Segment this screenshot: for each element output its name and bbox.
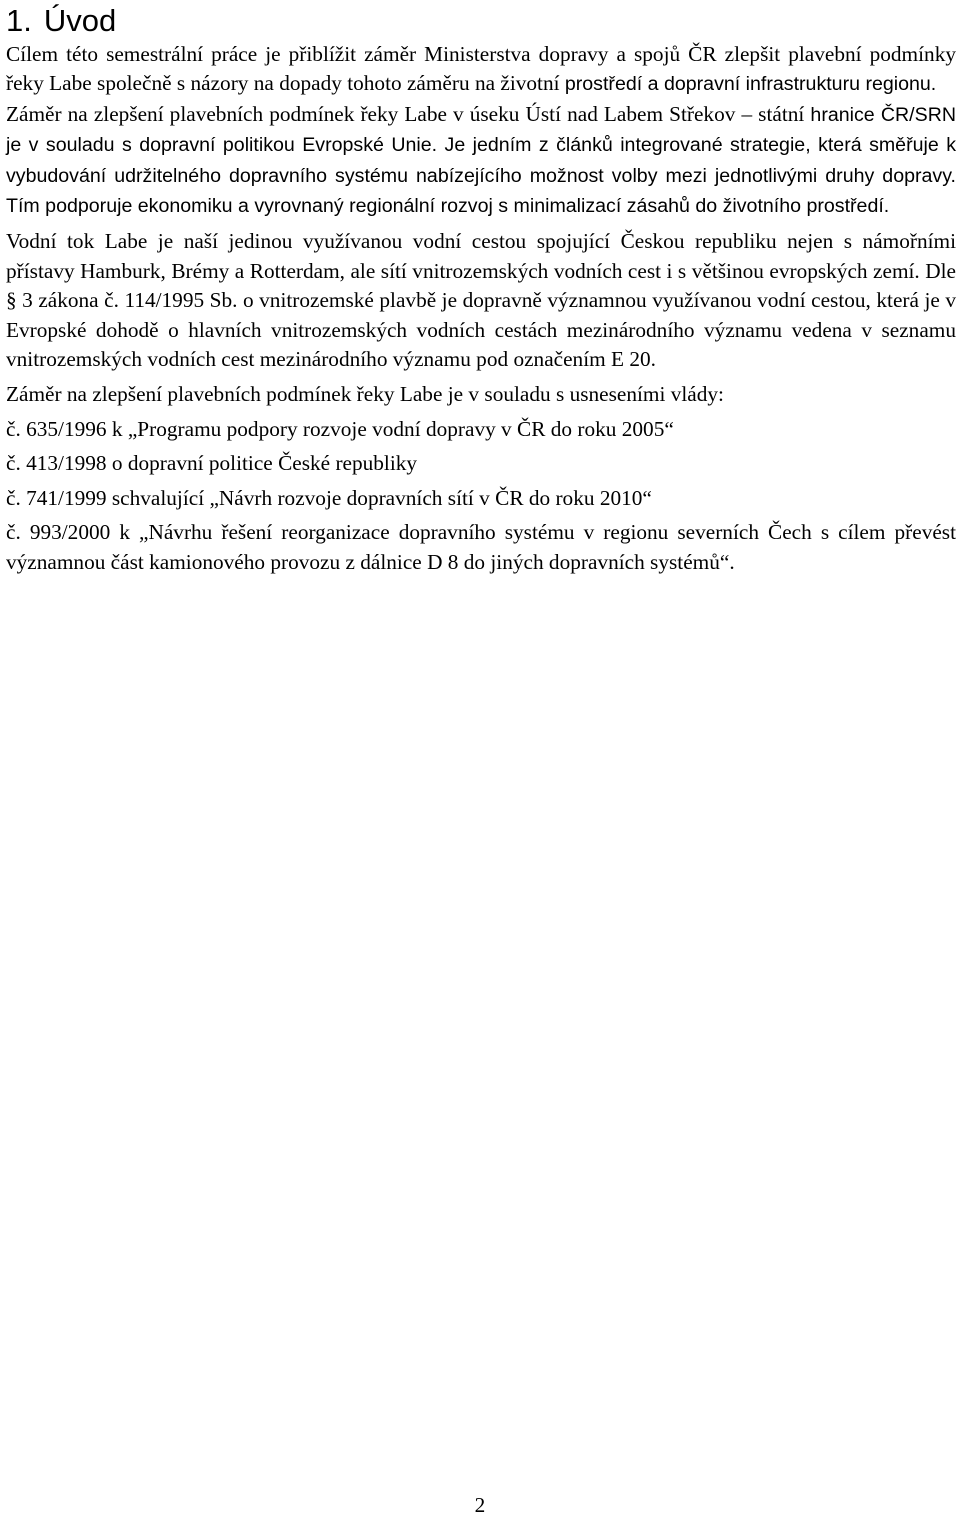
page-number: 2 bbox=[474, 1493, 486, 1517]
document-page bbox=[6, 0, 956, 577]
resolutions-intro: Záměr na zlepšení plavebních podmínek řeky Labe je v souladu s usneseními vlády: bbox=[6, 382, 724, 407]
section-title: Úvod bbox=[43, 3, 117, 38]
policy-paragraph bbox=[6, 100, 956, 222]
resolution-item: č. 993/2000 k „Návrhu řešení reorganizace dopravního systému v regionu severních Čech s cílem převést významnou část kamionového provozu z dálnice D 8 do jiných dopravních systémů“. bbox=[6, 520, 956, 574]
policy-text-serif: Záměr na zlepšení plavebních podmínek řeky Labe v úseku Ústí nad Labem Střekov – státní bbox=[6, 101, 805, 126]
section-number: 1. bbox=[6, 3, 32, 38]
labe-paragraph: Vodní tok Labe je naší jedinou využívanou vodní cestou spojující Českou republiku nejen s námořními přístavy Hamburk, Brémy a Rotterdam, ale sítí vnitrozemských vodních cest i s většinou evropských zemí. Dle § 3 zákona č. 114/1995 Sb. o vnitrozemské plavbě je dopravně významnou využívanou vodní cestou, která je v Evropské dohodě o hlavních vnitrozemských vodních cestách mezinárodního významu vedena v seznamu vnitrozemských vodních cest mezinárodního významu pod označením E 20. bbox=[6, 229, 956, 372]
resolution-item: č. 635/1996 k „Programu podpory rozvoje vodní dopravy v ČR do roku 2005“ bbox=[6, 416, 674, 441]
intro-text-serif: Cílem této semestrální práce je přiblížit záměr Ministerstva dopravy a spojů ČR zlepšit plavební podmínky řeky Labe společně s názory na dopady tohoto záměru na životní bbox=[6, 42, 956, 96]
resolutions-list bbox=[6, 415, 956, 577]
intro-text-sans: prostředí a dopravní infrastrukturu regionu. bbox=[564, 73, 937, 96]
resolution-item: č. 741/1999 schvalující „Návrh rozvoje dopravních sítí v ČR do roku 2010“ bbox=[6, 485, 652, 510]
policy-text-sans: hranice ČR/SRN je v souladu s dopravní politikou Evropské Unie. Je jedním z článků integrované strategie, která směřuje k vybudování udržitelného dopravního systému nabízejícího možnost volby mezi jednotlivými druhy dopravy. Tím podporuje ekonomiku a vyrovnaný regionální rozvoj s minimalizací zásahů do životního prostředí. bbox=[6, 103, 956, 218]
intro-paragraph bbox=[6, 40, 956, 100]
section-heading bbox=[6, 2, 956, 40]
resolution-item: č. 413/1998 o dopravní politice České republiky bbox=[6, 451, 418, 476]
